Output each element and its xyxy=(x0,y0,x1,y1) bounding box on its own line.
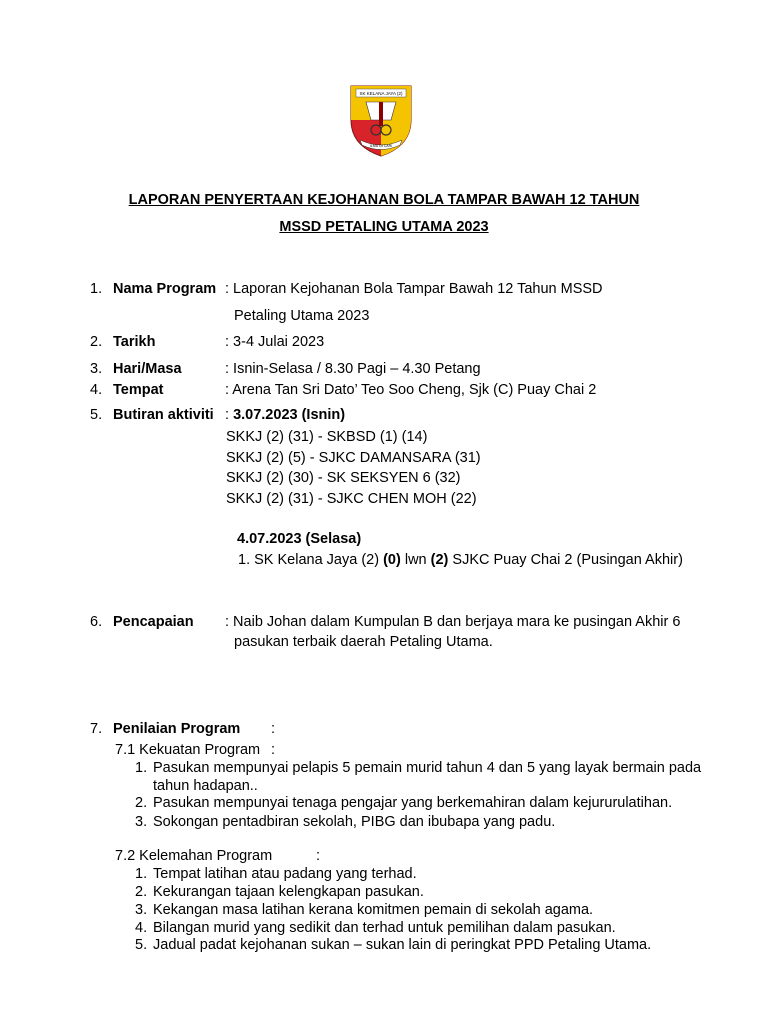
colon: : xyxy=(225,407,234,423)
list-item-continuation: tahun hadapan.. xyxy=(153,778,258,794)
item-number-6: 6. xyxy=(90,614,103,630)
label-butiran-aktiviti: Butiran aktiviti xyxy=(113,407,214,423)
item-number-2: 2. xyxy=(90,334,103,350)
colon: : xyxy=(271,721,276,737)
label-pencapaian: Pencapaian xyxy=(113,614,194,630)
match-result: SKKJ (2) (5) - SJKC DAMANSARA (31) xyxy=(226,450,481,466)
list-number: 1. xyxy=(135,760,148,776)
report-title-line1: LAPORAN PENYERTAAN KEJOHANAN BOLA TAMPAR BAWAH 12 TAHUN xyxy=(128,192,640,208)
value-pencapaian-line1: : Naib Johan dalam Kumpulan B dan berjaya mara ke pusingan Akhir 6 xyxy=(225,614,681,630)
school-crest-logo xyxy=(346,80,416,158)
list-number: 2. xyxy=(135,884,148,900)
final-team-b: SJKC Puay Chai 2 (Pusingan Akhir) xyxy=(448,552,683,568)
item-number-3: 3. xyxy=(90,361,103,377)
value-butiran-aktiviti xyxy=(225,406,345,424)
report-title-line2: MSSD PETALING UTAMA 2023 xyxy=(279,219,489,235)
value-nama-program-line1: : Laporan Kejohanan Bola Tampar Bawah 12 Tahun MSSD xyxy=(225,281,603,297)
label-tempat: Tempat xyxy=(113,382,164,398)
list-number: 5. xyxy=(135,937,148,953)
final-score-b: (2) xyxy=(430,552,449,568)
value-tarikh: : 3-4 Julai 2023 xyxy=(225,334,325,350)
list-item: Sokongan pentadbiran sekolah, PIBG dan ibubapa yang padu. xyxy=(153,814,556,830)
list-number: 3. xyxy=(135,814,148,830)
label-hari-masa: Hari/Masa xyxy=(113,361,182,377)
final-match-result xyxy=(238,551,683,569)
list-number: 1. xyxy=(135,866,148,882)
weaknesses-heading: 7.2 Kelemahan Program xyxy=(115,848,273,864)
list-item: Tempat latihan atau padang yang terhad. xyxy=(153,866,417,882)
list-number: 3. xyxy=(135,902,148,918)
list-item: Pasukan mempunyai pelapis 5 pemain murid tahun 4 dan 5 yang layak bermain pada xyxy=(153,760,702,776)
label-penilaian-program: Penilaian Program xyxy=(113,721,241,737)
match-result: SKKJ (2) (31) - SKBSD (1) (14) xyxy=(226,429,428,445)
label-nama-program: Nama Program xyxy=(113,281,217,297)
final-team-a: 1. SK Kelana Jaya (2) xyxy=(238,552,384,568)
svg-text:SK KELANA JAYA (2): SK KELANA JAYA (2) xyxy=(359,91,403,96)
list-number: 4. xyxy=(135,920,148,936)
match-day2-date: 4.07.2023 (Selasa) xyxy=(237,531,362,547)
value-hari-masa: : Isnin-Selasa / 8.30 Pagi – 4.30 Petang xyxy=(225,361,481,377)
colon: : xyxy=(316,848,321,864)
list-item: Kekurangan tajaan kelengkapan pasukan. xyxy=(153,884,424,900)
label-tarikh: Tarikh xyxy=(113,334,156,350)
list-number: 2. xyxy=(135,795,148,811)
value-tempat: : Arena Tan Sri Dato’ Teo Soo Cheng, Sjk (C) Puay Chai 2 xyxy=(225,382,597,398)
colon: : xyxy=(271,742,276,758)
match-day1-date: 3.07.2023 (Isnin) xyxy=(233,407,346,423)
svg-text:ILMU DI CARI: ILMU DI CARI xyxy=(369,144,393,148)
value-pencapaian-line2: pasukan terbaik daerah Petaling Utama. xyxy=(234,634,493,650)
strengths-heading: 7.1 Kekuatan Program xyxy=(115,742,261,758)
list-item: Bilangan murid yang sedikit dan terhad untuk pemilihan dalam pasukan. xyxy=(153,920,616,936)
list-item: Kekangan masa latihan kerana komitmen pemain di sekolah agama. xyxy=(153,902,594,918)
item-number-7: 7. xyxy=(90,721,103,737)
item-number-1: 1. xyxy=(90,281,103,297)
final-score-a: (0) xyxy=(383,552,401,568)
list-item: Pasukan mempunyai tenaga pengajar yang berkemahiran dalam kejururulatihan. xyxy=(153,795,673,811)
list-item: Jadual padat kejohanan sukan – sukan lain di peringkat PPD Petaling Utama. xyxy=(153,937,652,953)
item-number-5: 5. xyxy=(90,407,103,423)
match-result: SKKJ (2) (30) - SK SEKSYEN 6 (32) xyxy=(226,470,461,486)
value-nama-program-line2: Petaling Utama 2023 xyxy=(234,308,370,324)
item-number-4: 4. xyxy=(90,382,103,398)
final-vs: lwn xyxy=(400,552,431,568)
match-result: SKKJ (2) (31) - SJKC CHEN MOH (22) xyxy=(226,491,477,507)
